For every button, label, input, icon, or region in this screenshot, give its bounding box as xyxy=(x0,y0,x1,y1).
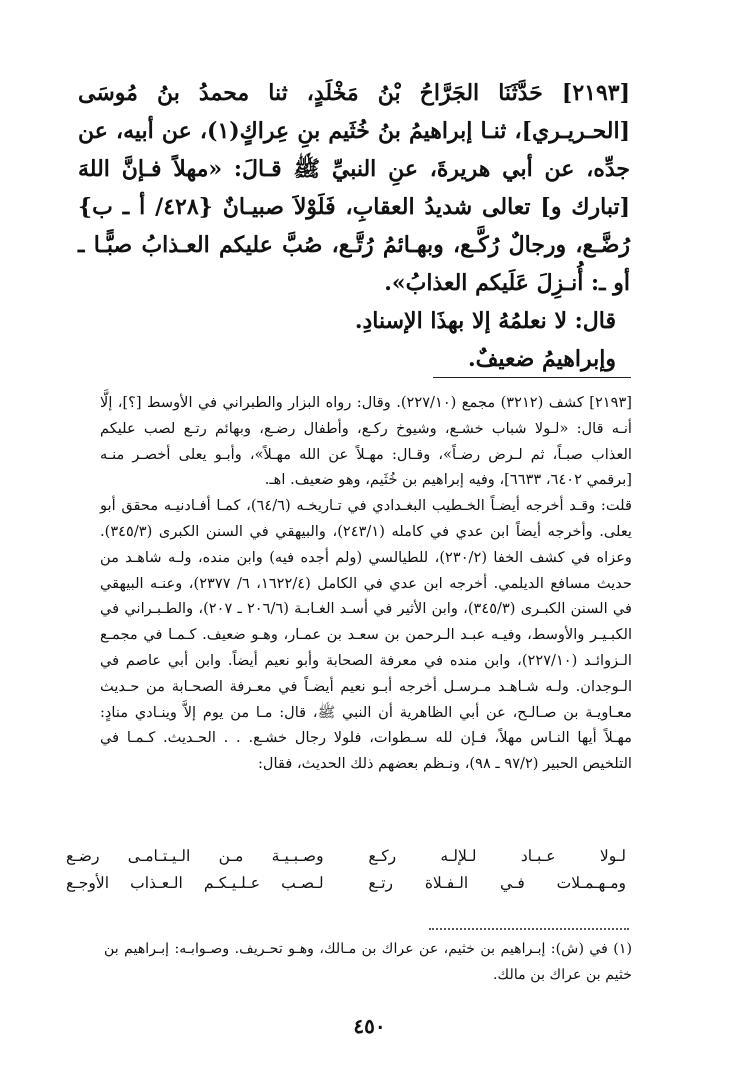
poem-verse xyxy=(66,870,626,897)
notes-separator xyxy=(433,377,631,378)
footnote-separator xyxy=(429,928,629,930)
verse-first-half: لـولا عـبـاد لـلإلـه ركـع xyxy=(368,847,626,865)
verse-second-half: لـصـب عـلـيـكـم الـعـذاب الأوجـع xyxy=(66,874,324,892)
footnote-text: (١) في (ش): إبـراهيم بن خثيم، عن عراك بن مـالك، وهـو تحـريف. وصـوابـه: إبـراهيم بن خثيم بن عراك بن مالك. xyxy=(104,941,632,983)
page-number: ٤٥٠ xyxy=(353,1014,386,1038)
verse-second-half: وصـبـيـة مـن الـيـتـامـى رضـع xyxy=(66,847,324,865)
hadith-paragraph: [٢١٩٣] حَدَّثَنَا الجَرَّاحُ بْنُ مَخْلَدٍ، ثنا محمدُ بنُ مُوسَى [الحـريـري]، ثنـا إبراهيمُ بنُ خُثَيم بنِ عِراكٍ(١)، عن أبيه، عن جدِّه، عن أبي هريرةَ، عنِ النبيِّ ﷺ قـالَ: «مهلاً فـإنَّ اللهَ [تبارك و] تعالى شديدُ العقابِ، فَلَوْلاَ صبيـانٌ {٤٢٨/ أ ـ ب} رُضَّـع، ورجالٌ رُكَّـع، وبهـائمُ رُتَّـع، صُبَّ عليكم العـذابُ صبًّـا ـ أو ـ: أُنـزِلَ عَلَيكم العذابُ». xyxy=(78,80,630,296)
notes-paragraph: [٢١٩٣] كشف (٣٢١٢) مجمع (٢٢٧/١٠). وقال: رواه البزار والطبراني في الأوسط [؟]، إلَّا أنـه قال: «لـولا شباب خشـع، وشيوخ ركـع، وأطفال رضـع، وبهائم رتـع لصب عليكم العذاب صبـاً، ثم لـرض رضـاً»، وقـال: مهـلاً عن الله مهـلاً»، وأبـو يعلى أخصـر منـه [برقمي ٦٤٠٢، ٦٦٣٣]، وفيه إبراهيم بن خُثَيم، وهو ضعيف. اهـ. xyxy=(100,394,632,489)
poem-verse xyxy=(66,843,626,870)
hadith-text xyxy=(78,74,630,378)
notes-paragraph: قلت: وقـد أخرجه أيضـاً الخـطيب البغـدادي في تـاريخـه (٦٤/٦)، كمـا أفـادنيـه محقق أبو يعلى. وأخرجه أيضاً ابن عدي في كامله (٢٤٣/١)، والبيهقي في السنن الكبرى (٣٤٥/٣). وعزاه في كشف الخفا (٢٣٠/٢)، للطيالسي (ولم أجده فيه) وابن منده، ولـه شاهـد من حديث مسافع الديلمي. أخرجه ابن عدي في الكامل (١٦٢٢/٤، ٦/ ٢٣٧٧)، وعنـه البيهقي في السنن الكبـرى (٣٤٥/٣)، وابن الأثير في أسـد الغـابـة (٢٠٦/٦ ـ ٢٠٧)، والطـبـراني في الكبـيـر والأوسط، وفيـه عبـد الـرحمن بن سعـد بن عمـار، وهـو ضعيف. كـمـا في مجمـع الـزوائـد (٢٢٧/١٠)، وابن منده في معرفة الصحابة وأبو نعيم أيضاً. وابن أبي عاصم في الـوجدان. ولـه شـاهـد مـرسـل أخرجه أبـو نعيم أيضـاً في معـرفة الصحـابة من حـديث معـاويـة بن صـالـح، عن أبي الظاهرية أن النبي ﷺ، قال: مـا من يوم إلاَّ وينـادي منادٍ: مهـلاً أيها النـاس مهلاً، فـإن لله سـطوات، فلولا رجال خشـع. . . الحـديث. كـمـا في التلخيص الحبير (٩٧/٢ ـ ٩٨)، ونـظم بعضهم ذلك الحديث، فقال: xyxy=(100,497,632,773)
commentary-line: وإبراهيمُ ضعيفٌ. xyxy=(467,346,616,372)
poem-verses xyxy=(66,843,626,897)
verse-first-half: ومـهـمـلات فـي الـفـلاة رتـع xyxy=(368,874,626,892)
commentary-line: قال: لا نعلمُهُ إلا بهذَا الإسنادِ. xyxy=(354,308,616,334)
footnote xyxy=(104,936,632,988)
takhrij-notes xyxy=(100,390,632,777)
